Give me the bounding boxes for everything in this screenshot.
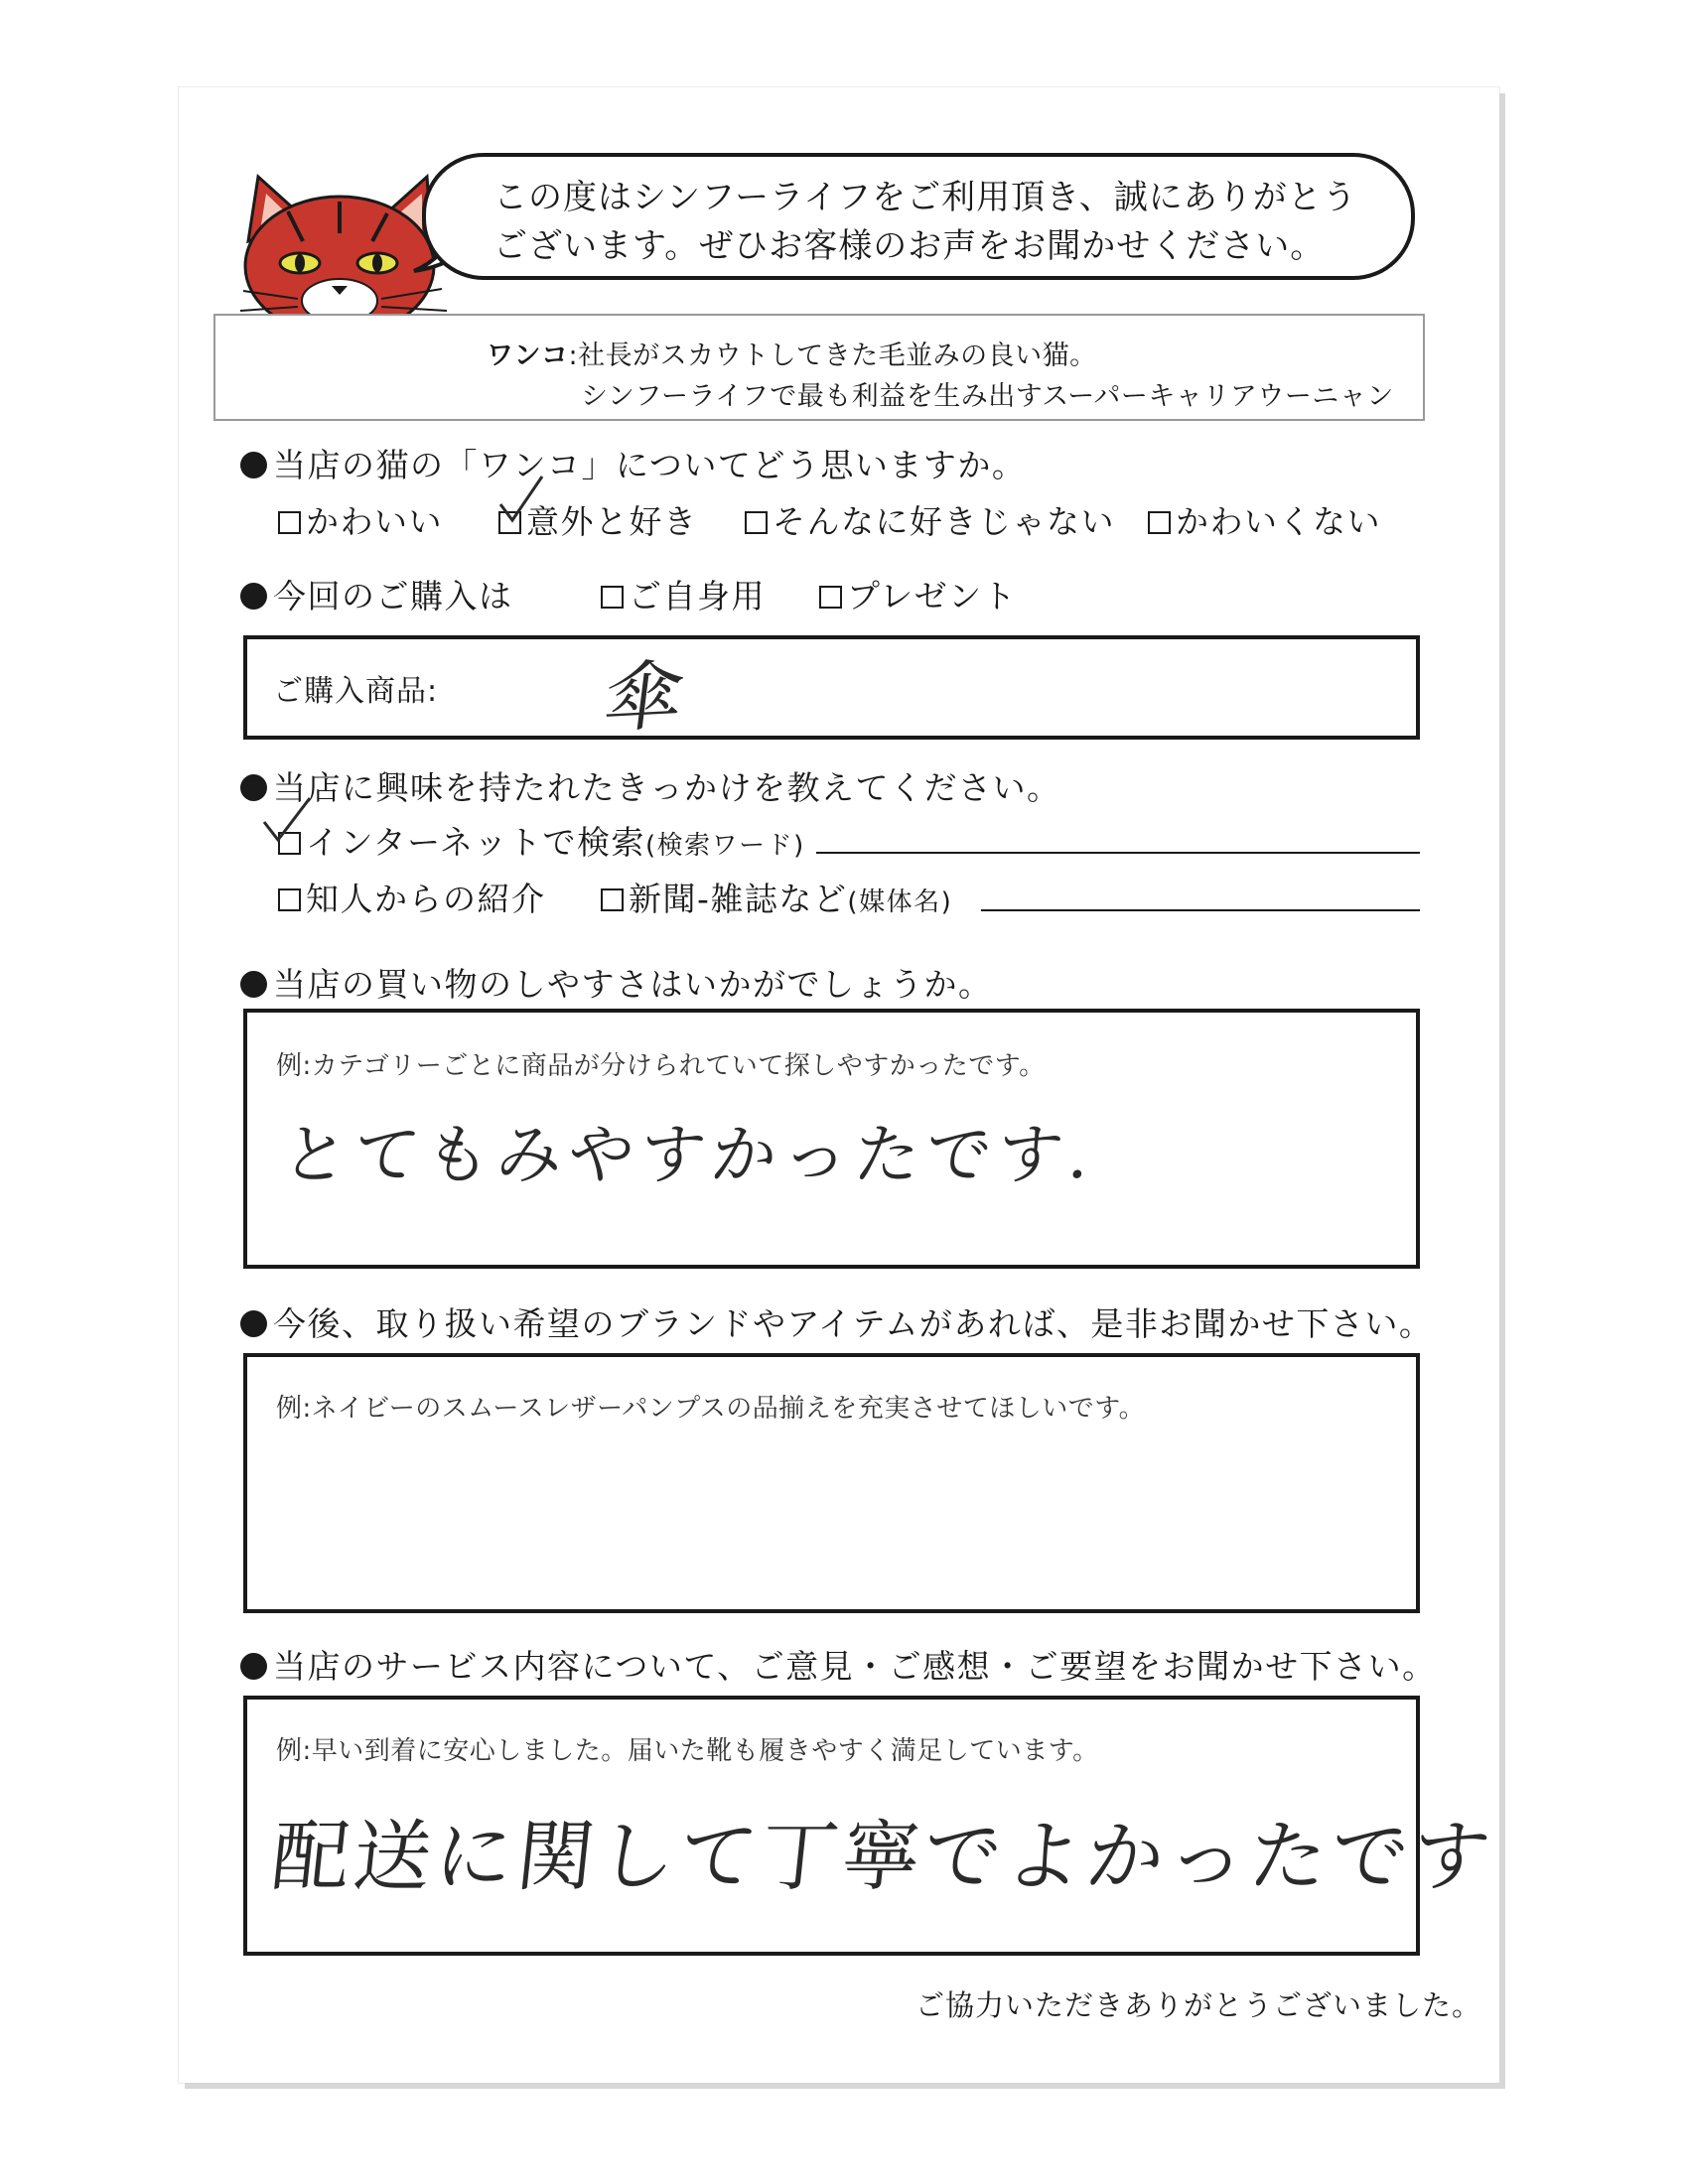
checkbox-icon[interactable] bbox=[601, 586, 624, 609]
question-2-text: 今回のご購入は bbox=[273, 577, 513, 615]
q3-option-label: 新聞-雑誌など bbox=[629, 880, 848, 918]
product-answer-handwritten: 傘 bbox=[599, 651, 689, 745]
checkbox-icon[interactable] bbox=[278, 888, 301, 911]
q6-example: 例:早い到着に安心しました。届いた靴も履きやすく満足しています。 bbox=[276, 1736, 1099, 1766]
question-1 bbox=[240, 440, 1026, 486]
bubble-line-1: この度はシンフーライフをご利用頂き、誠にありがとう bbox=[493, 178, 1357, 217]
q2-option-present[interactable] bbox=[819, 571, 1017, 617]
q3-option-internet[interactable] bbox=[278, 817, 805, 864]
q1-option-label: かわいい bbox=[306, 502, 443, 541]
question-5-text: 今後、取り扱い希望のブランドやアイテムがあれば、是非お聞かせ下さい。 bbox=[273, 1304, 1434, 1343]
q4-example: 例:カテゴリーごとに商品が分けられていて探しやすかったです。 bbox=[276, 1051, 1046, 1081]
q2-option-label: ご自身用 bbox=[629, 577, 766, 615]
checkbox-icon[interactable] bbox=[745, 511, 768, 534]
q4-answer-handwritten: とてもみやすかったです. bbox=[278, 1117, 1100, 1193]
q1-option-label: そんなに好きじゃない bbox=[773, 502, 1115, 541]
bullet-icon bbox=[240, 1310, 267, 1337]
question-5 bbox=[240, 1298, 1433, 1345]
bullet-icon bbox=[240, 583, 267, 610]
q5-example: 例:ネイビーのスムースレザーパンプスの品揃えを充実させてほしいです。 bbox=[276, 1394, 1146, 1424]
question-1-text: 当店の猫の「ワンコ」についてどう思いますか。 bbox=[273, 446, 1027, 484]
bubble-line-2: ございます。ぜひお客様のお声をお聞かせください。 bbox=[493, 226, 1326, 266]
mascot-name: ワンコ bbox=[487, 341, 569, 371]
q2-option-label: プレゼント bbox=[847, 577, 1018, 615]
question-2 bbox=[240, 571, 513, 617]
question-3 bbox=[240, 762, 1061, 809]
question-4-text: 当店の買い物のしやすさはいかがでしょうか。 bbox=[273, 965, 993, 1004]
bullet-icon bbox=[240, 1653, 267, 1680]
checkbox-icon[interactable] bbox=[1148, 511, 1171, 534]
q3-option-media[interactable] bbox=[601, 874, 952, 920]
q3-option-label: インターネットで検索 bbox=[306, 823, 646, 862]
q3-internet-note: (検索ワード) bbox=[645, 831, 805, 861]
q1-option-kawaikunai[interactable] bbox=[1148, 496, 1381, 543]
thanks-message: ご協力いただきありがとうございました。 bbox=[915, 1988, 1482, 2022]
checkbox-icon[interactable] bbox=[819, 586, 842, 609]
q2-option-self[interactable] bbox=[601, 571, 766, 617]
question-3-text: 当店に興味を持たれたきっかけを教えてください。 bbox=[273, 768, 1061, 807]
mascot-desc-1: :社長がスカウトしてきた毛並みの良い猫。 bbox=[568, 341, 1097, 371]
media-name-line[interactable] bbox=[981, 909, 1420, 911]
q3-option-label: 知人からの紹介 bbox=[306, 880, 546, 918]
bullet-icon bbox=[240, 971, 267, 998]
checkbox-icon[interactable] bbox=[601, 888, 624, 911]
mascot-description-line-1 bbox=[487, 334, 1097, 372]
q1-option-kawaii[interactable] bbox=[278, 496, 443, 543]
checkmark-icon bbox=[494, 473, 554, 527]
question-6-text: 当店のサービス内容について、ご意見・ご感想・ご要望をお聞かせ下さい。 bbox=[273, 1647, 1437, 1686]
speech-bubble bbox=[422, 153, 1415, 280]
bullet-icon bbox=[240, 452, 267, 478]
checkbox-icon[interactable] bbox=[278, 511, 301, 534]
mascot-description-line-2: シンフーライフで最も利益を生み出すスーパーキャリアウーニャン bbox=[581, 381, 1394, 412]
question-4 bbox=[240, 959, 993, 1006]
question-6 bbox=[240, 1641, 1437, 1688]
q1-option-sonnani[interactable] bbox=[745, 496, 1115, 543]
search-word-line[interactable] bbox=[816, 852, 1420, 854]
survey-card bbox=[179, 87, 1499, 2083]
q1-option-label: 意外と好き bbox=[526, 502, 698, 541]
q1-option-label: かわいくない bbox=[1176, 502, 1381, 541]
product-label: ご購入商品: bbox=[273, 674, 439, 709]
checkmark-icon bbox=[260, 792, 320, 847]
q3-media-note: (媒体名) bbox=[847, 887, 953, 917]
q3-option-friend[interactable] bbox=[278, 874, 546, 920]
q6-answer-handwritten: 配送に関して丁寧でよかったです bbox=[267, 1813, 1499, 1902]
